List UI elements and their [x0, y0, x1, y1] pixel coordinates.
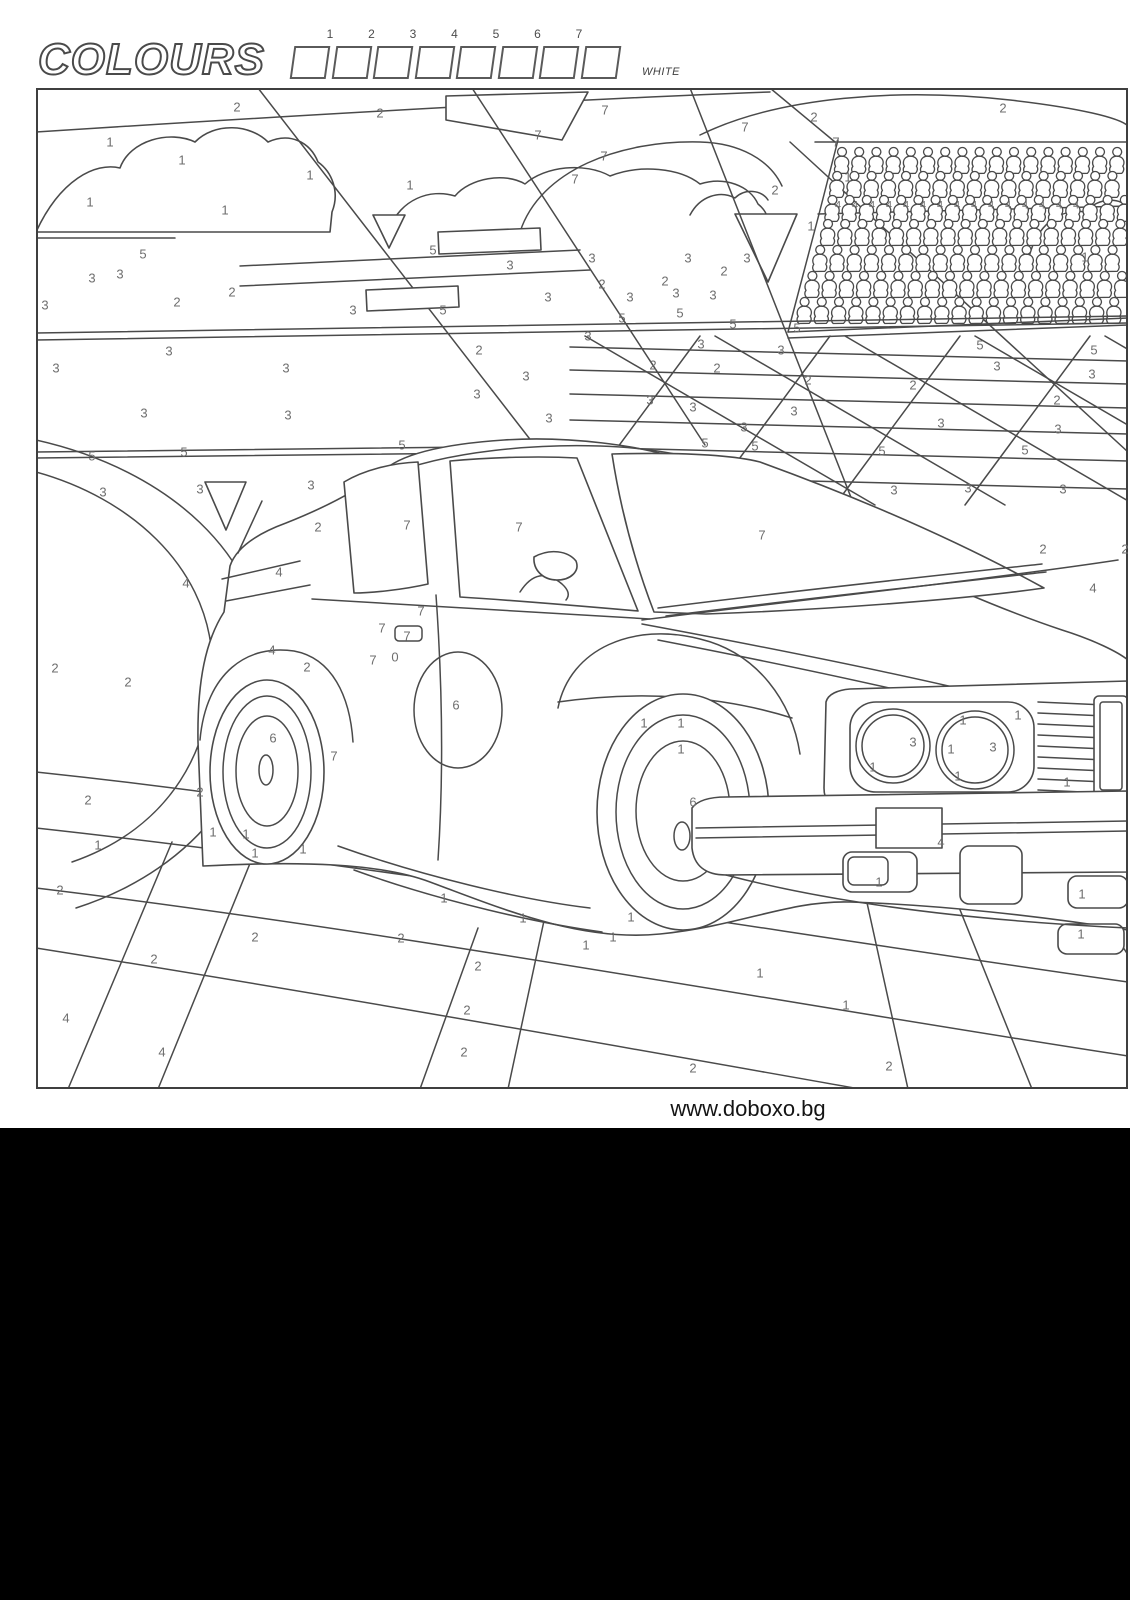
- region-number: 3: [777, 342, 785, 358]
- crowd-person-glyph: [1075, 148, 1089, 174]
- region-number: 5: [1021, 442, 1029, 458]
- page-title: COLOURS: [38, 35, 265, 84]
- region-number: 5: [878, 443, 886, 459]
- crowd-person-glyph: [1046, 272, 1060, 298]
- crowd-person-glyph: [856, 272, 870, 298]
- crowd-person-glyph: [1092, 148, 1106, 174]
- region-number: 1: [86, 194, 94, 210]
- white-swatch-label: WHITE: [642, 66, 680, 78]
- region-number: 2: [661, 273, 669, 289]
- region-number: 2: [804, 372, 812, 388]
- crowd-person-glyph: [1024, 148, 1038, 174]
- crowd-person-glyph: [1010, 220, 1024, 246]
- crowd-person-glyph: [830, 246, 844, 272]
- crowd-person-glyph: [1038, 298, 1052, 324]
- crowd-person-glyph: [1011, 272, 1025, 298]
- crowd-person-glyph: [822, 272, 836, 298]
- region-number: 4: [268, 642, 276, 658]
- region-number: 3: [284, 407, 292, 423]
- crowd-person-glyph: [1003, 298, 1017, 324]
- region-number: 5: [398, 437, 406, 453]
- region-number: 3: [672, 285, 680, 301]
- region-number: 3: [282, 360, 290, 376]
- region-number: 3: [88, 270, 96, 286]
- region-number: 3: [790, 403, 798, 419]
- crowd-person-glyph: [886, 148, 900, 174]
- region-number: 5: [439, 302, 447, 318]
- letterbox-black-band: [0, 1128, 1130, 1600]
- region-number: 7: [417, 603, 425, 619]
- crowd-person-glyph: [1036, 172, 1050, 198]
- region-number: 2: [251, 929, 259, 945]
- region-number: 2: [771, 182, 779, 198]
- colour-swatch: [414, 46, 455, 79]
- crowd-person-glyph: [1114, 272, 1128, 298]
- swatch-number-label: 5: [492, 27, 500, 41]
- region-number: 4: [182, 575, 190, 591]
- region-number: 2: [84, 792, 92, 808]
- crowd-person-glyph: [967, 246, 981, 272]
- crowd-person-glyph: [874, 272, 888, 298]
- region-number: 1: [440, 890, 448, 906]
- crowd-person-glyph: [1058, 148, 1072, 174]
- colour-swatch: [456, 46, 497, 79]
- region-number: 1: [842, 997, 850, 1013]
- swatch-number-label: 3: [409, 27, 417, 41]
- region-number: 4: [851, 199, 859, 212]
- crowd-person-glyph: [847, 246, 861, 272]
- crowd-person-glyph: [1006, 148, 1020, 174]
- crowd-person-glyph: [1097, 272, 1111, 298]
- region-number: 2: [376, 105, 384, 121]
- crowd-person-glyph: [985, 246, 999, 272]
- region-number: 3: [890, 482, 898, 498]
- swatch-number-label: 7: [575, 27, 583, 41]
- region-number: 2: [598, 276, 606, 292]
- crowd-person-glyph: [908, 272, 922, 298]
- region-number: 4: [970, 199, 978, 212]
- crowd-person-glyph: [830, 172, 844, 198]
- region-number: 3: [99, 484, 107, 500]
- region-number: 5: [676, 305, 684, 321]
- region-number: 3: [937, 415, 945, 431]
- crowd-person-glyph: [881, 246, 895, 272]
- crowd-person-glyph: [903, 148, 917, 174]
- region-number: 7: [330, 748, 338, 764]
- crowd-person-glyph: [994, 272, 1008, 298]
- region-number: 3: [697, 336, 705, 352]
- crowd-person-glyph: [955, 148, 969, 174]
- crowd-person-glyph: [933, 246, 947, 272]
- crowd-person-glyph: [1053, 172, 1067, 198]
- region-number: 3: [473, 386, 481, 402]
- region-number: 3: [1088, 366, 1096, 382]
- region-number: 5: [88, 448, 96, 464]
- crowd-person-glyph: [1036, 246, 1050, 272]
- crowd-person-glyph: [992, 220, 1006, 246]
- crowd-person-glyph: [864, 246, 878, 272]
- region-number: 1: [209, 824, 217, 840]
- region-number: 3: [522, 368, 530, 384]
- region-number: 1: [677, 741, 685, 757]
- crowd-person-glyph: [1078, 220, 1092, 246]
- region-number: 4: [937, 834, 945, 850]
- crowd-person-glyph: [1107, 298, 1121, 324]
- region-number: 5: [701, 435, 709, 451]
- region-number: 5: [793, 320, 801, 336]
- region-number: 4: [953, 199, 961, 212]
- region-number: 4: [885, 199, 893, 212]
- region-number: 3: [989, 739, 997, 755]
- crowd-person-glyph: [864, 172, 878, 198]
- region-number: 1: [242, 826, 250, 842]
- crowd-person-glyph: [941, 220, 955, 246]
- colours-title-art: [36, 32, 296, 86]
- region-number: 2: [196, 784, 204, 800]
- crowd-person-glyph: [839, 272, 853, 298]
- crowd-person-glyph: [989, 148, 1003, 174]
- region-number: 3: [52, 360, 60, 376]
- region-number: 3: [349, 302, 357, 318]
- crowd-person-glyph: [898, 172, 912, 198]
- region-number: 2: [1053, 392, 1061, 408]
- region-number: 2: [233, 99, 241, 115]
- crowd-person-glyph: [986, 298, 1000, 324]
- region-number: 3: [41, 297, 49, 313]
- region-number: 2: [51, 660, 59, 676]
- region-number: 1: [609, 929, 617, 945]
- region-number: 1: [947, 741, 955, 757]
- crowd-person-glyph: [975, 220, 989, 246]
- crowd-person-glyph: [942, 272, 956, 298]
- crowd-person-glyph: [831, 298, 845, 324]
- swatch-number-label: 6: [534, 27, 541, 41]
- region-number: 2: [689, 1060, 697, 1076]
- swatch-number-label: 1: [326, 27, 334, 41]
- region-number: 7: [758, 527, 766, 543]
- colour-swatch: [580, 46, 621, 79]
- crowd-person-glyph: [1096, 220, 1110, 246]
- crowd-person-glyph: [1055, 298, 1069, 324]
- colour-swatch: [497, 46, 538, 79]
- region-number: 3: [1059, 481, 1067, 497]
- crowd-person-glyph: [1105, 246, 1119, 272]
- region-number: 2: [314, 519, 322, 535]
- region-number: 3: [584, 328, 592, 344]
- crowd-person-glyph: [1041, 148, 1055, 174]
- region-number: 3: [140, 405, 148, 421]
- crowd-person-glyph: [920, 148, 934, 174]
- region-number: 4: [275, 564, 283, 580]
- region-number: 7: [741, 119, 749, 135]
- region-number: 1: [677, 715, 685, 731]
- region-number: 3: [646, 392, 654, 408]
- region-number: 7: [534, 127, 542, 143]
- region-number: 7: [571, 171, 579, 187]
- crowd-person-glyph: [1063, 272, 1077, 298]
- region-number: 3: [626, 289, 634, 305]
- crowd-person-glyph: [855, 220, 869, 246]
- region-number: 3: [740, 419, 748, 435]
- crowd-person-glyph: [891, 272, 905, 298]
- crowd-person-glyph: [1088, 172, 1102, 198]
- region-number: 5: [751, 438, 759, 454]
- region-number: 4: [1038, 199, 1046, 212]
- region-number: 1: [869, 759, 877, 775]
- region-number: 1: [178, 152, 186, 168]
- region-number: 6: [689, 794, 697, 810]
- region-number: 5: [1090, 342, 1098, 358]
- website-url: www.doboxo.bg: [670, 1096, 826, 1121]
- region-number: 1: [1077, 926, 1085, 942]
- crowd-person-glyph: [933, 172, 947, 198]
- crowd-person-glyph: [899, 246, 913, 272]
- region-number: 1: [251, 845, 259, 861]
- region-number: 7: [403, 517, 411, 533]
- region-number: 4: [868, 199, 876, 212]
- region-number: 3: [909, 734, 917, 750]
- crowd-person-glyph: [950, 172, 964, 198]
- region-number: 4: [834, 199, 842, 212]
- region-number: 3: [1054, 421, 1062, 437]
- region-number: 4: [987, 199, 995, 212]
- crowd-person-glyph: [967, 172, 981, 198]
- region-number: 3: [196, 481, 204, 497]
- crowd-person-glyph: [805, 272, 819, 298]
- region-number: 1: [959, 712, 967, 728]
- region-number: 3: [165, 343, 173, 359]
- crowd-person-glyph: [1088, 246, 1102, 272]
- region-number: 1: [306, 167, 314, 183]
- crowd-person-glyph: [1019, 246, 1033, 272]
- crowd-person-glyph: [1053, 246, 1067, 272]
- swatch-number-label: 2: [368, 27, 375, 41]
- region-number: 2: [999, 100, 1007, 116]
- region-number: 3: [588, 250, 596, 266]
- region-number: 4: [1072, 199, 1080, 212]
- region-number: 3: [116, 266, 124, 282]
- region-number: 4: [62, 1010, 70, 1026]
- region-number: 2: [228, 284, 236, 300]
- region-number: 1: [756, 965, 764, 981]
- region-number: 4: [1055, 199, 1063, 212]
- colour-swatch: [373, 46, 414, 79]
- region-number: 2: [463, 1002, 471, 1018]
- region-number: 3: [506, 257, 514, 273]
- region-number: 1: [1081, 249, 1089, 265]
- crowd-person-glyph: [1105, 172, 1119, 198]
- crowd-person-glyph: [916, 246, 930, 272]
- region-number: 5: [729, 316, 737, 332]
- region-number: 2: [909, 377, 917, 393]
- crowd-person-glyph: [984, 172, 998, 198]
- region-number: 3: [307, 477, 315, 493]
- region-number: 5: [429, 242, 437, 258]
- crowd-person-glyph: [925, 272, 939, 298]
- crowd-person-glyph: [881, 172, 895, 198]
- region-number: 6: [452, 697, 460, 713]
- crowd-person-glyph: [1061, 220, 1075, 246]
- crowd-person-glyph: [814, 298, 828, 324]
- region-number: 7: [515, 519, 523, 535]
- crowd-person-glyph: [1044, 220, 1058, 246]
- region-number: 7: [378, 620, 386, 636]
- region-number: 2: [720, 263, 728, 279]
- region-number: 3: [709, 287, 717, 303]
- region-number: 1: [640, 715, 648, 731]
- region-number: 2: [474, 958, 482, 974]
- region-number: 6: [269, 730, 277, 746]
- region-number: 1: [875, 874, 883, 890]
- region-number: 2: [713, 360, 721, 376]
- region-number: 1: [807, 218, 815, 234]
- crowd-person-glyph: [960, 272, 974, 298]
- region-number: 1: [106, 134, 114, 150]
- crowd-person-glyph: [1113, 220, 1127, 246]
- region-number: 7: [601, 102, 609, 118]
- crowd-person-glyph: [1002, 246, 1016, 272]
- region-number: 3: [544, 289, 552, 305]
- region-number: 2: [124, 674, 132, 690]
- crowd-person-glyph: [924, 220, 938, 246]
- region-number: 5: [180, 444, 188, 460]
- swatch-number-label: 4: [451, 27, 458, 41]
- crowd-person-glyph: [977, 272, 991, 298]
- crowd-person-glyph: [950, 246, 964, 272]
- crowd-person-glyph: [1002, 172, 1016, 198]
- crowd-person-glyph: [852, 148, 866, 174]
- region-number: 3: [684, 250, 692, 266]
- crowd-person-glyph: [1100, 196, 1114, 222]
- region-number: 1: [221, 202, 229, 218]
- region-number: 1: [299, 841, 307, 857]
- colour-swatch: [290, 46, 331, 79]
- crowd-person-glyph: [952, 298, 966, 324]
- region-number: 2: [397, 930, 405, 946]
- region-number: 1: [519, 910, 527, 926]
- region-number: 1: [1063, 774, 1071, 790]
- crowd-person-glyph: [916, 172, 930, 198]
- region-number: 4: [936, 199, 944, 212]
- region-number: 2: [303, 659, 311, 675]
- region-number: 2: [56, 882, 64, 898]
- crowd-person-glyph: [1070, 172, 1084, 198]
- region-number: 4: [158, 1044, 166, 1060]
- colour-swatch: [539, 46, 580, 79]
- region-number: 2: [1121, 541, 1129, 557]
- crowd-person-glyph: [820, 220, 834, 246]
- region-number: 2: [649, 357, 657, 373]
- region-number: 5: [976, 337, 984, 353]
- crowd-person-glyph: [838, 220, 852, 246]
- region-number: 3: [993, 358, 1001, 374]
- region-number: 7: [403, 628, 411, 644]
- region-number: 1: [844, 169, 852, 185]
- crowd-person-glyph: [969, 298, 983, 324]
- region-number: 7: [832, 134, 840, 150]
- region-number: 4: [1021, 199, 1029, 212]
- crowd-person-glyph: [1080, 272, 1094, 298]
- region-number: 4: [1089, 580, 1097, 596]
- region-number: 1: [954, 768, 962, 784]
- region-number: 1: [94, 837, 102, 853]
- crowd-person-glyph: [1028, 272, 1042, 298]
- region-number: 7: [369, 652, 377, 668]
- crowd-person-glyph: [1019, 172, 1033, 198]
- region-number: 2: [150, 951, 158, 967]
- crowd-person-glyph: [906, 220, 920, 246]
- region-number: 1: [1014, 707, 1022, 723]
- region-number: 1: [627, 909, 635, 925]
- region-number: 2: [810, 109, 818, 125]
- region-number: 1: [1078, 886, 1086, 902]
- crowd-person-glyph: [869, 148, 883, 174]
- region-number: 2: [475, 342, 483, 358]
- region-number: 3: [545, 410, 553, 426]
- crowd-person-glyph: [1021, 298, 1035, 324]
- region-number: 2: [885, 1058, 893, 1074]
- region-number: 0: [391, 649, 399, 665]
- crowd-person-glyph: [1110, 148, 1124, 174]
- region-number: 3: [689, 399, 697, 415]
- region-number: 2: [460, 1044, 468, 1060]
- crowd-person-glyph: [889, 220, 903, 246]
- crowd-person-glyph: [938, 148, 952, 174]
- crowd-person-glyph: [1083, 196, 1097, 222]
- region-number: 4: [1004, 199, 1012, 212]
- region-number: 5: [139, 246, 147, 262]
- region-number: 5: [618, 310, 626, 326]
- colour-swatch: [331, 46, 372, 79]
- region-number: 4: [919, 199, 927, 212]
- crowd-person-glyph: [958, 220, 972, 246]
- crowd-person-glyph: [1027, 220, 1041, 246]
- region-number: 4: [902, 199, 910, 212]
- region-number: 1: [582, 937, 590, 953]
- crowd-person-glyph: [972, 148, 986, 174]
- region-number: 2: [173, 294, 181, 310]
- region-number: 3: [743, 250, 751, 266]
- region-number: 7: [600, 148, 608, 164]
- crowd-person-glyph: [872, 220, 886, 246]
- region-number: 1: [406, 177, 414, 193]
- region-number: 3: [964, 480, 972, 496]
- crowd-person-glyph: [813, 246, 827, 272]
- region-number: 2: [1039, 541, 1047, 557]
